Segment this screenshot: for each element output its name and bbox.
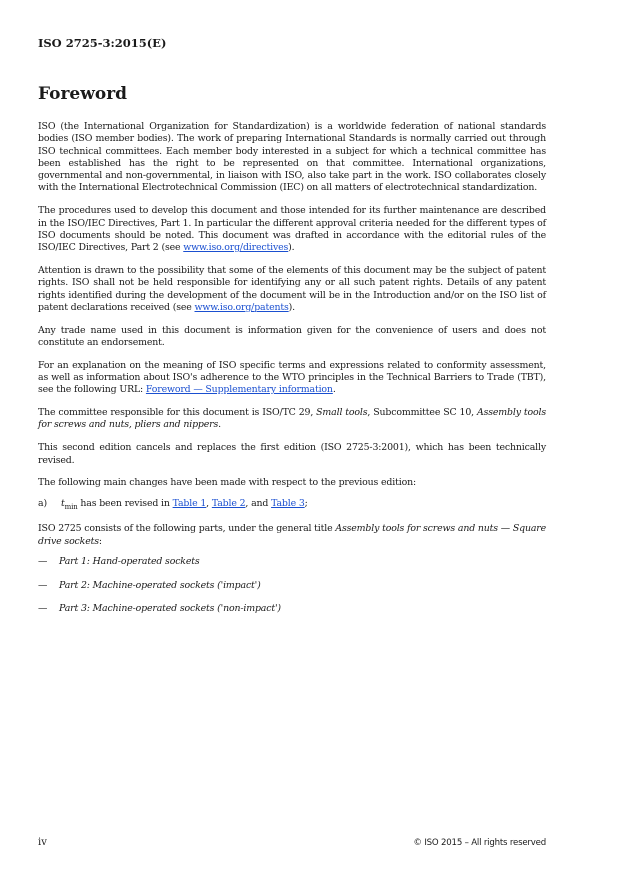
table-2-link[interactable]: Table 2 (211, 498, 246, 510)
paragraph-patents: Attention is drawn to the possibility that some of the elements of this document may be the subject of patent rights. ISO shall not be held responsible for identifying any or all such patent rights. Details of any patent rights identified during the development of the document will be in the Introduction and/or on the ISO list of patent declarations received (see www.iso.org/patents). (38, 264, 546, 313)
list-item: — Part 2: Machine-operated sockets ('impact') (38, 579, 261, 591)
paragraph-procedures: The procedures used to develop this document and those intended for its further maintenance are described in the ISO/IEC Directives, Part 1. In particular the different approval criteria needed for the different types of ISO documents should be noted. This document was drafted in accordance with the editorial rules of the ISO/IEC Directives, Part 2 (see www.iso.org/directives). (38, 205, 546, 254)
list-item: — Part 1: Hand-operated sockets (38, 556, 200, 568)
paragraph-iso-intro: ISO (the International Organization for Standardization) is a worldwide federation of national standards bodies (ISO member bodies). The work of preparing International Standards is normally carried out through ISO technical committees. Each member body interested in a subject for which a technical committee has been established has the right to be represented on that committee. International organizations, governmental and non-governmental, in liaison with ISO, also take part in the work. ISO collaborates closely with the International Electrotechnical Commission (IEC) on all matters of electrotechnical standardization. (38, 121, 546, 194)
list-item: — Part 3: Machine-operated sockets ('non-impact') (38, 602, 281, 614)
table-1-link[interactable]: Table 1 (172, 498, 207, 510)
paragraph-committee: The committee responsible for this document is ISO/TC 29, Small tools, Subcommittee SC 10, Assembly tools for screws and nuts, pliers and nippers. (38, 407, 547, 431)
patents-link[interactable]: www.iso.org/patents (194, 301, 289, 313)
directives-link[interactable]: www.iso.org/directives (183, 242, 289, 254)
section-title: Foreword (38, 84, 128, 104)
paragraph-trade-name: Any trade name used in this document is information given for the convenience of users and does not constitute an endorsement. (38, 324, 546, 348)
supplementary-info-link[interactable]: Foreword — Supplementary information (145, 384, 333, 396)
table-3-link[interactable]: Table 3 (271, 498, 305, 510)
paragraph-edition: This second edition cancels and replaces the first edition (ISO 2725-3:2001), which has been technically revised. (38, 442, 546, 466)
page-number: iv (38, 837, 47, 848)
paragraph-conformity: For an explanation on the meaning of ISO specific terms and expressions related to conformity assessment, as well as information about ISO's adherence to the WTO principles in the Technical Barriers to Trade (TBT), see the following URL: Foreword — Supplementary information. (38, 359, 546, 396)
copyright-notice: © ISO 2015 – All rights reserved (413, 838, 546, 848)
document-id: ISO 2725-3:2015(E) (38, 36, 167, 50)
paragraph-changes-intro: The following main changes have been made with respect to the previous edition: (38, 477, 416, 489)
paragraph-parts-intro: ISO 2725 consists of the following parts, under the general title Assembly tools for screws and nuts — Square drive sockets: (38, 523, 547, 547)
foreword-body (38, 121, 546, 626)
change-item: a) $t_{min}$ has been revised in Table 1, Table 2, and Table 3; (38, 498, 308, 511)
